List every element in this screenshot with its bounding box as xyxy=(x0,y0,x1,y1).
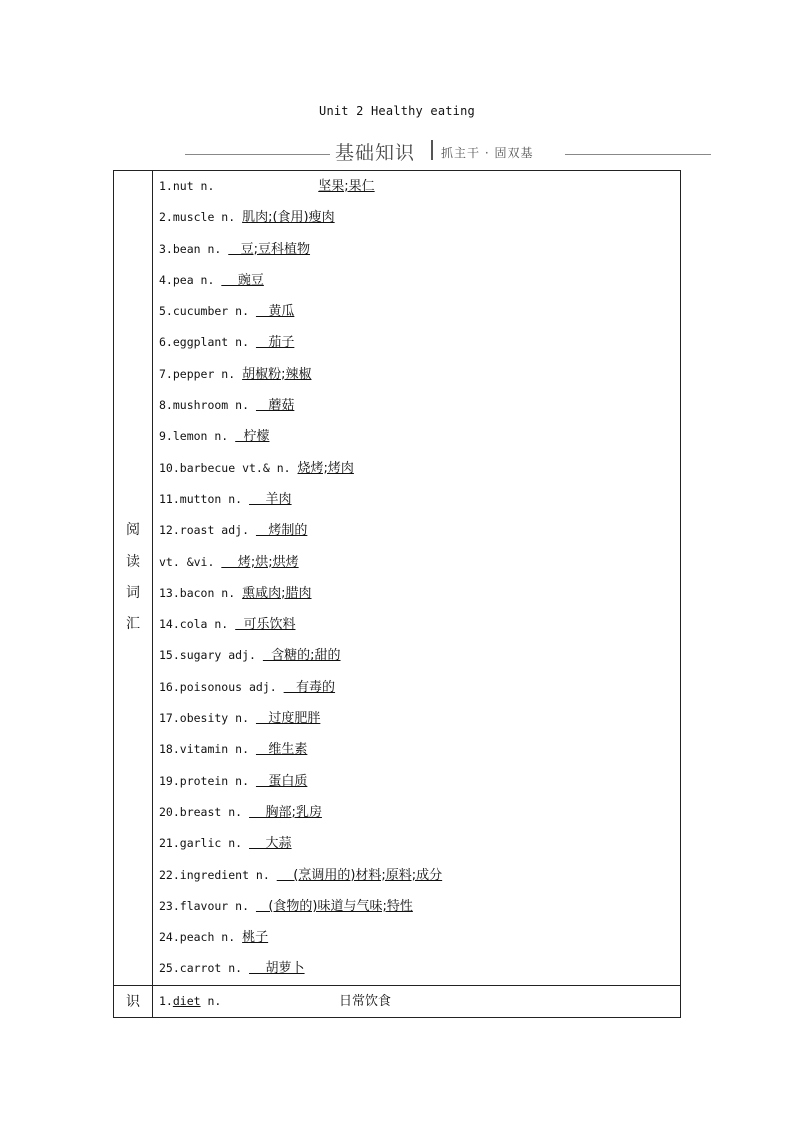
category-char: 识 xyxy=(126,994,140,1011)
item-answer: 烧烤;烤肉 xyxy=(297,460,354,476)
item-prefix: 10.barbecue vt.& n. xyxy=(159,460,291,475)
table-row xyxy=(114,171,681,986)
item-prefix: 20.breast n. xyxy=(159,804,243,819)
vocabulary-table xyxy=(113,170,681,1018)
banner-divider xyxy=(431,140,433,160)
category-char: 读 xyxy=(126,553,140,570)
item-gap xyxy=(249,398,256,412)
list-item xyxy=(159,828,680,859)
list-item xyxy=(159,234,680,265)
item-gap xyxy=(242,836,249,850)
item-answer: 蘑菇 xyxy=(255,398,295,414)
item-prefix: 19.protein n. xyxy=(159,773,250,788)
item-number: 1. xyxy=(159,994,173,1009)
item-gap xyxy=(221,994,339,1008)
category-char: 汇 xyxy=(126,616,140,633)
list-item xyxy=(159,390,680,421)
item-gap xyxy=(277,680,284,694)
item-answer: 过度肥胖 xyxy=(255,711,321,727)
banner-title: 基础知识 xyxy=(335,142,416,164)
list-item xyxy=(159,547,680,578)
item-answer: 日常饮食 xyxy=(339,994,392,1010)
list-item xyxy=(159,703,680,734)
item-prefix: 5.cucumber n. xyxy=(159,304,250,319)
item-prefix: 17.obesity n. xyxy=(159,711,250,726)
item-gap xyxy=(249,899,256,913)
list-item xyxy=(159,953,680,984)
list-item xyxy=(159,797,680,828)
item-gap xyxy=(242,492,249,506)
banner-rule-left xyxy=(185,154,330,155)
item-gap xyxy=(242,961,249,975)
list-item xyxy=(159,766,680,797)
banner-subtitle: 抓主干 · 固双基 xyxy=(441,146,534,160)
item-prefix: 9.lemon n. xyxy=(159,429,229,444)
item-word: diet xyxy=(172,994,201,1009)
item-prefix: 2.muscle n. xyxy=(159,210,236,225)
list-item xyxy=(159,515,680,546)
item-answer: 肌肉;(食用)瘦肉 xyxy=(242,210,335,226)
item-answer: 烤;烘;烘烤 xyxy=(221,554,299,570)
item-prefix: 14.cola n. xyxy=(159,617,229,632)
item-prefix: 7.pepper n. xyxy=(159,366,236,381)
list-item xyxy=(159,453,680,484)
category-cell xyxy=(114,171,153,986)
item-answer: 可乐饮料 xyxy=(235,617,296,633)
item-answer: 豌豆 xyxy=(221,272,264,288)
item-gap xyxy=(256,648,263,662)
item-answer: 羊肉 xyxy=(249,491,292,507)
item-answer: 坚果;果仁 xyxy=(318,179,375,194)
item-prefix: 4.pea n. xyxy=(159,272,215,287)
item-answer: 熏咸肉;腊肉 xyxy=(242,585,312,601)
item-gap xyxy=(249,774,256,788)
item-gap xyxy=(270,868,277,882)
item-prefix: 12.roast adj. xyxy=(159,523,250,538)
item-gap xyxy=(249,304,256,318)
page-title: Unit 2 Healthy eating xyxy=(319,104,475,118)
item-prefix: 8.mushroom n. xyxy=(159,398,250,413)
item-prefix: 13.bacon n. xyxy=(159,585,236,600)
item-prefix: 3.bean n. xyxy=(159,241,222,256)
item-prefix: 15.sugary adj. xyxy=(159,648,256,663)
list-item xyxy=(159,986,680,1016)
list-item xyxy=(159,171,680,202)
item-gap xyxy=(249,711,256,725)
list-item xyxy=(159,578,680,609)
list-item xyxy=(159,484,680,515)
item-prefix: 23.flavour n. xyxy=(159,898,250,913)
item-prefix: vt. &vi. xyxy=(159,554,215,569)
item-answer: 胸部;乳房 xyxy=(249,804,322,820)
category-char: 词 xyxy=(126,584,140,601)
vocab-list xyxy=(159,171,680,985)
table-row xyxy=(114,985,681,1017)
list-item xyxy=(159,891,680,922)
item-answer: 胡萝卜 xyxy=(249,961,305,977)
category-char: 阅 xyxy=(126,522,140,539)
list-item xyxy=(159,922,680,953)
item-gap xyxy=(214,179,318,193)
item-answer: 柠檬 xyxy=(235,429,270,445)
list-item xyxy=(159,296,680,327)
vocab-list-cell xyxy=(153,985,681,1017)
banner-rule-right xyxy=(565,154,711,155)
item-answer: (食物的)味道与气味;特性 xyxy=(255,898,413,914)
item-prefix: 6.eggplant n. xyxy=(159,335,250,350)
item-prefix: 11.mutton n. xyxy=(159,491,243,506)
list-item xyxy=(159,640,680,671)
item-gap xyxy=(249,742,256,756)
item-answer: 黄瓜 xyxy=(255,304,295,320)
list-item xyxy=(159,421,680,452)
list-item xyxy=(159,672,680,703)
list-item xyxy=(159,609,680,640)
item-prefix: 16.poisonous adj. xyxy=(159,679,277,694)
item-answer: 胡椒粉;辣椒 xyxy=(242,366,312,382)
list-item xyxy=(159,734,680,765)
item-answer: 有毒的 xyxy=(283,679,336,695)
item-pos: n. xyxy=(200,994,222,1009)
item-answer: 大蒜 xyxy=(249,836,292,852)
item-prefix: 24.peach n. xyxy=(159,930,236,945)
item-prefix: 18.vitamin n. xyxy=(159,742,250,757)
item-gap xyxy=(249,335,256,349)
list-item xyxy=(159,265,680,296)
item-answer: 桃子 xyxy=(242,930,269,946)
item-answer: 茄子 xyxy=(255,335,295,351)
item-prefix: 21.garlic n. xyxy=(159,836,243,851)
category-cell xyxy=(114,985,153,1017)
vocab-list-cell xyxy=(153,171,681,986)
item-gap xyxy=(291,461,298,475)
item-prefix: 22.ingredient n. xyxy=(159,867,270,882)
list-item xyxy=(159,202,680,233)
section-banner xyxy=(185,138,711,164)
item-gap xyxy=(249,523,256,537)
item-answer: 含糖的;甜的 xyxy=(262,648,341,664)
list-item xyxy=(159,327,680,358)
item-gap xyxy=(242,805,249,819)
list-item xyxy=(159,359,680,390)
item-prefix: 1.nut n. xyxy=(159,179,215,193)
item-answer: (烹调用的)材料;原料;成分 xyxy=(276,867,443,883)
list-item xyxy=(159,860,680,891)
item-prefix: 25.carrot n. xyxy=(159,961,243,976)
item-answer: 蛋白质 xyxy=(255,773,308,789)
item-answer: 豆;豆科植物 xyxy=(228,241,311,257)
item-answer: 维生素 xyxy=(255,742,308,758)
item-answer: 烤制的 xyxy=(255,523,308,539)
